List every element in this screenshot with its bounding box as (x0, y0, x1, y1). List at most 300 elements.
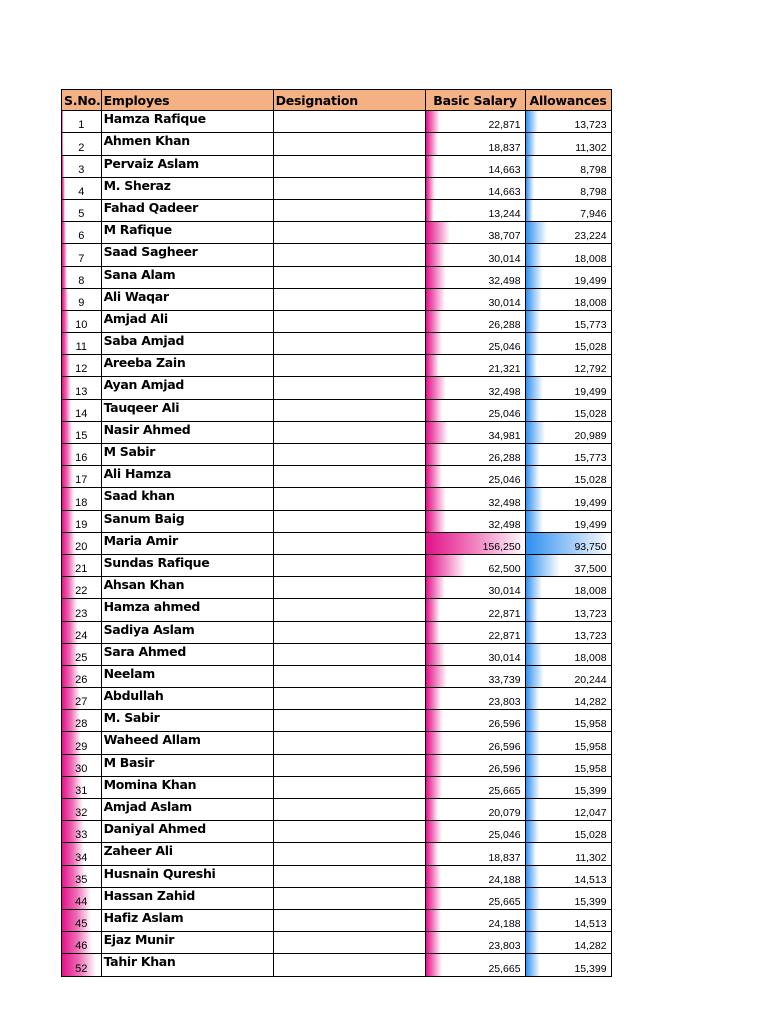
sno-cell[interactable] (62, 310, 102, 332)
designation-cell[interactable] (273, 155, 425, 177)
allowances-value: 15,958 (574, 740, 607, 753)
sno-cell[interactable] (62, 643, 102, 665)
employee-name-cell[interactable]: Zaheer Ali (101, 843, 273, 865)
sno-cell[interactable] (62, 621, 102, 643)
sno-cell[interactable] (62, 577, 102, 599)
basic-salary-value: 30,014 (488, 651, 521, 664)
basic-salary-cell[interactable] (425, 510, 525, 532)
basic-salary-cell[interactable] (425, 222, 525, 244)
designation-cell[interactable] (273, 310, 425, 332)
employee-name-cell[interactable]: Sundas Rafique (101, 554, 273, 576)
sno-cell[interactable] (62, 932, 102, 954)
table-row (62, 421, 612, 443)
basic-salary-cell[interactable] (425, 111, 525, 133)
designation-cell[interactable] (273, 444, 425, 466)
employee-name-cell[interactable]: Ahsan Khan (101, 577, 273, 599)
allowances-cell[interactable] (525, 754, 611, 776)
employee-name-cell[interactable]: Fahad Qadeer (101, 199, 273, 221)
basic-salary-cell[interactable] (425, 155, 525, 177)
allowances-value: 19,499 (574, 518, 607, 531)
sno-value: 10 (75, 319, 88, 332)
designation-cell[interactable] (273, 377, 425, 399)
basic-salary-cell[interactable] (425, 399, 525, 421)
basic-salary-data-bar (426, 577, 445, 598)
basic-salary-value: 33,739 (488, 674, 521, 687)
basic-salary-value: 13,244 (488, 208, 521, 221)
allowances-data-bar (526, 156, 534, 177)
header-employee[interactable]: Employes (101, 90, 273, 111)
employee-name-cell[interactable]: Hassan Zahid (101, 887, 273, 909)
basic-salary-value: 34,981 (488, 430, 521, 442)
designation-cell[interactable] (273, 133, 425, 155)
basic-salary-cell[interactable] (425, 865, 525, 887)
allowances-cell[interactable] (525, 887, 611, 909)
allowances-cell[interactable] (525, 266, 611, 288)
designation-cell[interactable] (273, 577, 425, 599)
sno-data-bar (62, 156, 64, 177)
table-row (62, 865, 612, 887)
designation-cell[interactable] (273, 111, 425, 133)
employee-name-cell[interactable]: Sadiya Aslam (101, 621, 273, 643)
table-row (62, 244, 612, 266)
sno-data-bar (62, 178, 65, 199)
employee-name-cell[interactable]: Hamza Rafique (101, 111, 273, 133)
basic-salary-value: 25,046 (488, 407, 521, 420)
designation-cell[interactable] (273, 288, 425, 310)
sno-cell[interactable] (62, 155, 102, 177)
allowances-cell[interactable] (525, 199, 611, 221)
basic-salary-cell[interactable] (425, 665, 525, 687)
sno-value: 46 (75, 940, 88, 953)
header-allowances[interactable]: Allowances (525, 90, 611, 111)
designation-cell[interactable] (273, 909, 425, 931)
employee-name-cell[interactable]: Areeba Zain (101, 355, 273, 377)
basic-salary-data-bar (426, 555, 466, 576)
basic-salary-data-bar (426, 444, 443, 465)
salary-sheet (61, 89, 612, 977)
designation-cell[interactable] (273, 754, 425, 776)
basic-salary-data-bar (426, 200, 435, 221)
header-designation[interactable]: Designation (273, 90, 425, 111)
table-row (62, 133, 612, 155)
designation-cell[interactable] (273, 177, 425, 199)
basic-salary-data-bar (426, 111, 441, 132)
employee-name-cell[interactable]: Abdullah (101, 688, 273, 710)
sno-cell[interactable] (62, 510, 102, 532)
allowances-cell[interactable] (525, 599, 611, 621)
basic-salary-data-bar (426, 311, 443, 332)
sno-cell[interactable] (62, 865, 102, 887)
allowances-cell[interactable] (525, 865, 611, 887)
sno-value: 4 (78, 185, 85, 198)
allowances-data-bar (526, 488, 544, 509)
employee-name-cell[interactable]: M Basir (101, 754, 273, 776)
allowances-value: 14,513 (574, 873, 607, 886)
designation-cell[interactable] (273, 776, 425, 798)
allowances-cell[interactable] (525, 843, 611, 865)
table-row (62, 466, 612, 488)
allowances-cell[interactable] (525, 133, 611, 155)
allowances-cell[interactable] (525, 244, 611, 266)
sno-value: 24 (75, 629, 88, 642)
basic-salary-cell[interactable] (425, 821, 525, 843)
allowances-cell[interactable] (525, 421, 611, 443)
basic-salary-cell[interactable] (425, 887, 525, 909)
allowances-cell[interactable] (525, 222, 611, 244)
sno-cell[interactable] (62, 466, 102, 488)
sno-data-bar (62, 111, 63, 132)
allowances-cell[interactable] (525, 621, 611, 643)
sno-cell[interactable] (62, 732, 102, 754)
basic-salary-cell[interactable] (425, 177, 525, 199)
designation-cell[interactable] (273, 466, 425, 488)
sno-cell[interactable] (62, 244, 102, 266)
allowances-cell[interactable] (525, 444, 611, 466)
sno-cell[interactable] (62, 688, 102, 710)
designation-cell[interactable] (273, 399, 425, 421)
employee-name-cell[interactable]: Nasir Ahmed (101, 421, 273, 443)
designation-cell[interactable] (273, 799, 425, 821)
allowances-cell[interactable] (525, 155, 611, 177)
basic-salary-cell[interactable] (425, 444, 525, 466)
table-row (62, 355, 612, 377)
allowances-data-bar (526, 311, 541, 332)
sno-cell[interactable] (62, 111, 102, 133)
designation-cell[interactable] (273, 954, 425, 976)
basic-salary-data-bar (426, 488, 447, 509)
basic-salary-cell[interactable] (425, 799, 525, 821)
employee-name-cell[interactable]: Ahmen Khan (101, 133, 273, 155)
designation-cell[interactable] (273, 222, 425, 244)
employee-name-cell[interactable]: Saad khan (101, 488, 273, 510)
basic-salary-cell[interactable] (425, 333, 525, 355)
employee-name-cell[interactable]: Amjad Ali (101, 310, 273, 332)
basic-salary-value: 26,596 (488, 762, 521, 775)
basic-salary-cell[interactable] (425, 266, 525, 288)
sno-cell[interactable] (62, 355, 102, 377)
designation-cell[interactable] (273, 266, 425, 288)
basic-salary-data-bar (426, 644, 445, 665)
sno-data-bar (62, 400, 71, 421)
allowances-data-bar (526, 267, 544, 288)
employee-name-cell[interactable]: Pervaiz Aslam (101, 155, 273, 177)
sno-data-bar (62, 511, 74, 532)
sno-value: 14 (75, 407, 88, 420)
sno-cell[interactable] (62, 954, 102, 976)
designation-cell[interactable] (273, 821, 425, 843)
basic-salary-value: 32,498 (488, 518, 521, 531)
sno-value: 30 (75, 762, 88, 775)
table-row (62, 732, 612, 754)
allowances-value: 15,773 (574, 319, 607, 332)
employee-name-cell[interactable]: Ejaz Munir (101, 932, 273, 954)
employee-name-cell[interactable]: Maria Amir (101, 532, 273, 554)
employee-name-cell[interactable]: Sara Ahmed (101, 643, 273, 665)
designation-cell[interactable] (273, 732, 425, 754)
allowances-cell[interactable] (525, 710, 611, 732)
employee-name-cell[interactable]: M. Sabir (101, 710, 273, 732)
header-sno[interactable]: S.No. (62, 90, 102, 111)
sno-cell[interactable] (62, 377, 102, 399)
basic-salary-cell[interactable] (425, 466, 525, 488)
designation-cell[interactable] (273, 599, 425, 621)
basic-salary-value: 30,014 (488, 296, 521, 309)
sno-cell[interactable] (62, 177, 102, 199)
employee-name-cell[interactable]: Sana Alam (101, 266, 273, 288)
allowances-data-bar (526, 244, 543, 265)
table-row (62, 399, 612, 421)
sno-cell[interactable] (62, 133, 102, 155)
allowances-cell[interactable] (525, 310, 611, 332)
basic-salary-cell[interactable] (425, 244, 525, 266)
designation-cell[interactable] (273, 532, 425, 554)
sno-cell[interactable] (62, 333, 102, 355)
allowances-data-bar (526, 666, 545, 687)
designation-cell[interactable] (273, 510, 425, 532)
allowances-data-bar (526, 178, 534, 199)
table-row (62, 222, 612, 244)
allowances-cell[interactable] (525, 688, 611, 710)
allowances-value: 11,302 (575, 141, 607, 154)
table-row (62, 799, 612, 821)
header-basic-salary[interactable]: Basic Salary (425, 90, 525, 111)
employee-name-cell[interactable]: Saba Amjad (101, 333, 273, 355)
designation-cell[interactable] (273, 488, 425, 510)
basic-salary-value: 38,707 (488, 230, 521, 243)
sno-cell[interactable] (62, 488, 102, 510)
allowances-data-bar (526, 444, 541, 465)
allowances-data-bar (526, 599, 539, 620)
allowances-cell[interactable] (525, 111, 611, 133)
employee-name-cell[interactable]: Neelam (101, 665, 273, 687)
allowances-cell[interactable] (525, 932, 611, 954)
employee-name-cell[interactable]: Hamza ahmed (101, 599, 273, 621)
sno-cell[interactable] (62, 199, 102, 221)
allowances-cell[interactable] (525, 288, 611, 310)
sno-value: 29 (75, 740, 88, 753)
designation-cell[interactable] (273, 421, 425, 443)
employee-name-cell[interactable]: Daniyal Ahmed (101, 821, 273, 843)
allowances-cell[interactable] (525, 732, 611, 754)
allowances-data-bar (526, 644, 543, 665)
employee-name-cell[interactable]: M. Sheraz (101, 177, 273, 199)
allowances-cell[interactable] (525, 954, 611, 976)
sno-data-bar (62, 222, 66, 243)
table-row (62, 887, 612, 909)
basic-salary-value: 26,288 (488, 452, 521, 465)
basic-salary-cell[interactable] (425, 710, 525, 732)
basic-salary-cell[interactable] (425, 288, 525, 310)
allowances-data-bar (526, 888, 540, 909)
employee-name-cell[interactable]: M Rafique (101, 222, 273, 244)
allowances-cell[interactable] (525, 399, 611, 421)
table-row (62, 155, 612, 177)
basic-salary-value: 22,871 (488, 607, 521, 620)
sno-cell[interactable] (62, 665, 102, 687)
employee-name-cell[interactable]: Amjad Aslam (101, 799, 273, 821)
allowances-cell[interactable] (525, 554, 611, 576)
designation-cell[interactable] (273, 665, 425, 687)
basic-salary-cell[interactable] (425, 488, 525, 510)
sno-cell[interactable] (62, 799, 102, 821)
basic-salary-cell[interactable] (425, 310, 525, 332)
basic-salary-data-bar (426, 888, 442, 909)
designation-cell[interactable] (273, 688, 425, 710)
basic-salary-cell[interactable] (425, 932, 525, 954)
basic-salary-cell[interactable] (425, 732, 525, 754)
basic-salary-cell[interactable] (425, 377, 525, 399)
sheet-body (62, 90, 612, 977)
sno-data-bar (62, 488, 74, 509)
table-row (62, 621, 612, 643)
basic-salary-cell[interactable] (425, 909, 525, 931)
basic-salary-data-bar (426, 133, 438, 154)
allowances-value: 23,224 (574, 230, 607, 243)
basic-salary-value: 156,250 (482, 540, 521, 553)
sno-cell[interactable] (62, 776, 102, 798)
allowances-cell[interactable] (525, 665, 611, 687)
table-row (62, 310, 612, 332)
designation-cell[interactable] (273, 843, 425, 865)
designation-cell[interactable] (273, 887, 425, 909)
basic-salary-cell[interactable] (425, 355, 525, 377)
basic-salary-value: 22,871 (488, 119, 521, 132)
basic-salary-cell[interactable] (425, 688, 525, 710)
allowances-cell[interactable] (525, 177, 611, 199)
designation-cell[interactable] (273, 333, 425, 355)
table-row (62, 266, 612, 288)
basic-salary-data-bar (426, 821, 442, 842)
allowances-cell[interactable] (525, 532, 611, 554)
employee-name-cell[interactable]: Ali Hamza (101, 466, 273, 488)
basic-salary-cell[interactable] (425, 954, 525, 976)
sno-value: 15 (75, 430, 88, 442)
sno-cell[interactable] (62, 222, 102, 244)
sno-cell[interactable] (62, 710, 102, 732)
basic-salary-cell[interactable] (425, 754, 525, 776)
basic-salary-cell[interactable] (425, 577, 525, 599)
basic-salary-data-bar (426, 466, 442, 487)
basic-salary-cell[interactable] (425, 554, 525, 576)
sno-cell[interactable] (62, 444, 102, 466)
sno-cell[interactable] (62, 421, 102, 443)
sno-cell[interactable] (62, 554, 102, 576)
allowances-cell[interactable] (525, 466, 611, 488)
allowances-cell[interactable] (525, 821, 611, 843)
employee-name-cell[interactable]: Momina Khan (101, 776, 273, 798)
table-row (62, 444, 612, 466)
allowances-cell[interactable] (525, 377, 611, 399)
allowances-cell[interactable] (525, 333, 611, 355)
basic-salary-cell[interactable] (425, 621, 525, 643)
employee-name-cell[interactable]: Tahir Khan (101, 954, 273, 976)
basic-salary-cell[interactable] (425, 133, 525, 155)
sno-cell[interactable] (62, 599, 102, 621)
employee-name-cell[interactable]: Hafiz Aslam (101, 909, 273, 931)
employee-name-cell[interactable]: Ali Waqar (101, 288, 273, 310)
allowances-value: 15,399 (574, 962, 607, 975)
sno-cell[interactable] (62, 754, 102, 776)
sno-data-bar (62, 466, 73, 487)
employee-name-cell[interactable]: Husnain Qureshi (101, 865, 273, 887)
basic-salary-value: 25,046 (488, 474, 521, 487)
table-row (62, 377, 612, 399)
allowances-cell[interactable] (525, 909, 611, 931)
sno-data-bar (62, 244, 67, 265)
sno-cell[interactable] (62, 909, 102, 931)
basic-salary-value: 18,837 (488, 851, 521, 864)
basic-salary-cell[interactable] (425, 776, 525, 798)
basic-salary-cell[interactable] (425, 532, 525, 554)
basic-salary-cell[interactable] (425, 643, 525, 665)
basic-salary-data-bar (426, 799, 439, 820)
sno-cell[interactable] (62, 843, 102, 865)
allowances-data-bar (526, 555, 560, 576)
designation-cell[interactable] (273, 932, 425, 954)
designation-cell[interactable] (273, 643, 425, 665)
sno-data-bar (62, 133, 63, 154)
basic-salary-cell[interactable] (425, 599, 525, 621)
employee-name-cell[interactable]: Waheed Allam (101, 732, 273, 754)
sno-cell[interactable] (62, 532, 102, 554)
basic-salary-cell[interactable] (425, 843, 525, 865)
basic-salary-data-bar (426, 267, 447, 288)
allowances-data-bar (526, 511, 544, 532)
basic-salary-cell[interactable] (425, 421, 525, 443)
allowances-value: 15,399 (574, 895, 607, 908)
allowances-value: 13,723 (574, 629, 607, 642)
allowances-cell[interactable] (525, 799, 611, 821)
designation-cell[interactable] (273, 199, 425, 221)
basic-salary-value: 25,046 (488, 341, 521, 354)
allowances-cell[interactable] (525, 355, 611, 377)
sno-value: 34 (75, 851, 88, 864)
sno-cell[interactable] (62, 399, 102, 421)
allowances-cell[interactable] (525, 510, 611, 532)
allowances-value: 14,282 (574, 940, 607, 953)
basic-salary-data-bar (426, 599, 441, 620)
designation-cell[interactable] (273, 554, 425, 576)
allowances-cell[interactable] (525, 643, 611, 665)
allowances-value: 18,008 (574, 296, 607, 309)
employee-name-cell[interactable]: M Sabir (101, 444, 273, 466)
sno-cell[interactable] (62, 288, 102, 310)
employee-name-cell[interactable]: Saad Sagheer (101, 244, 273, 266)
designation-cell[interactable] (273, 710, 425, 732)
sno-cell[interactable] (62, 821, 102, 843)
allowances-cell[interactable] (525, 776, 611, 798)
table-row (62, 643, 612, 665)
allowances-cell[interactable] (525, 488, 611, 510)
employee-name-cell[interactable]: Tauqeer Ali (101, 399, 273, 421)
allowances-value: 13,723 (574, 119, 607, 132)
allowances-value: 19,499 (574, 496, 607, 509)
sno-cell[interactable] (62, 266, 102, 288)
designation-cell[interactable] (273, 865, 425, 887)
employee-name-cell[interactable]: Ayan Amjad (101, 377, 273, 399)
designation-cell[interactable] (273, 244, 425, 266)
basic-salary-data-bar (426, 511, 447, 532)
basic-salary-value: 30,014 (488, 585, 521, 598)
sno-cell[interactable] (62, 887, 102, 909)
allowances-value: 11,302 (575, 851, 607, 864)
allowances-data-bar (526, 133, 536, 154)
employee-name-cell[interactable]: Sanum Baig (101, 510, 273, 532)
designation-cell[interactable] (273, 355, 425, 377)
basic-salary-cell[interactable] (425, 199, 525, 221)
allowances-cell[interactable] (525, 577, 611, 599)
designation-cell[interactable] (273, 621, 425, 643)
